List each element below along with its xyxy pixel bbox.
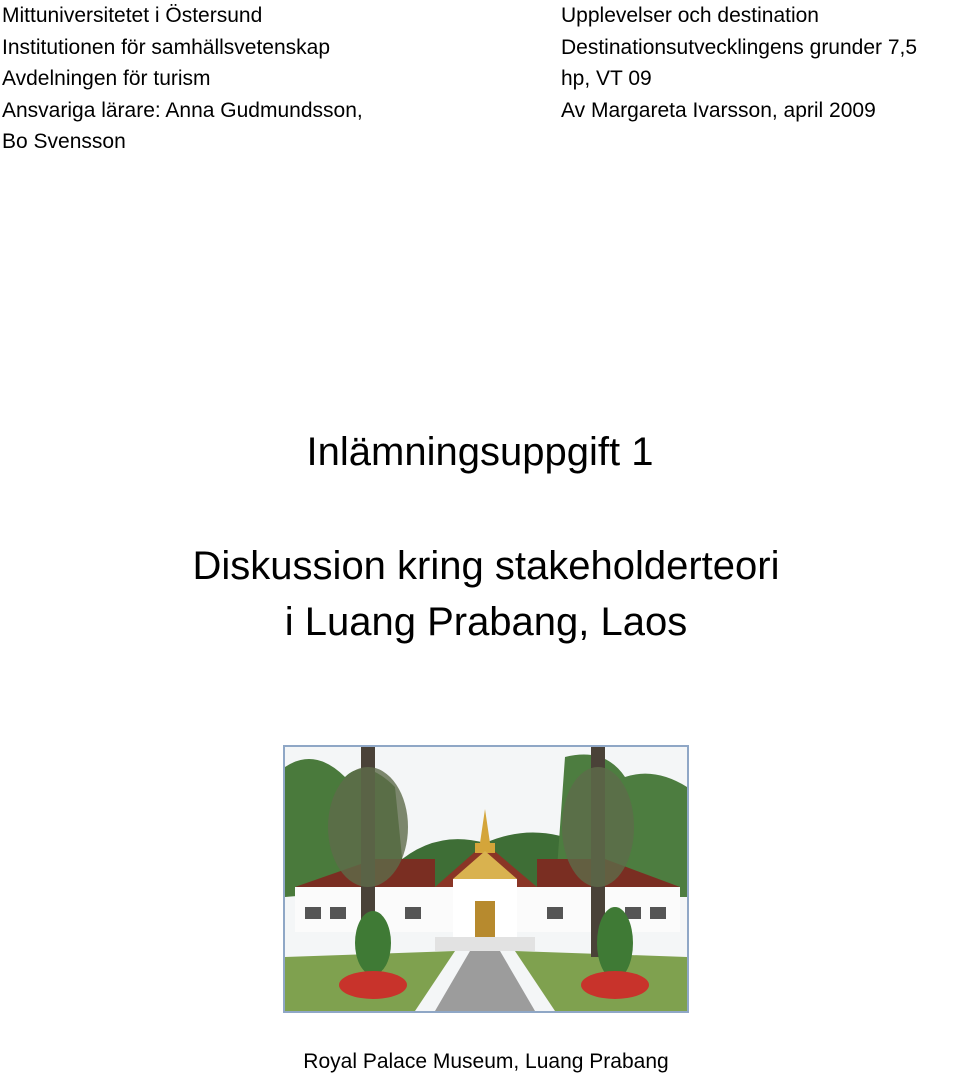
topic-title-line-2: i Luang Prabang, Laos	[284, 600, 688, 644]
shrub-left	[355, 911, 391, 975]
division-name: Avdelningen för turism	[2, 67, 211, 90]
assignment-title: Inlämningsuppgift 1	[306, 430, 654, 474]
steps	[435, 937, 535, 951]
window	[650, 907, 666, 919]
window	[405, 907, 421, 919]
window	[305, 907, 321, 919]
teachers-line-continued: Bo Svensson	[2, 130, 126, 153]
window	[547, 907, 563, 919]
photo-caption: Royal Palace Museum, Luang Prabang	[303, 1050, 669, 1073]
teachers-line: Ansvariga lärare: Anna Gudmundsson,	[2, 98, 363, 122]
header-left-block	[2, 0, 542, 158]
author-date: Av Margareta Ivarsson, april 2009	[561, 98, 876, 122]
palace-door	[475, 901, 495, 937]
palm-fronds-left	[328, 767, 408, 887]
topic-title-line-1: Diskussion kring stakeholderteori	[192, 544, 780, 588]
course-module: Destinationsutvecklingens grunder 7,5	[561, 35, 918, 59]
course-credits-term: hp, VT 09	[561, 67, 652, 90]
flowerbed-left	[339, 971, 407, 999]
palace-illustration	[285, 747, 687, 1011]
university-name: Mittuniversitetet i Östersund	[2, 4, 263, 27]
window	[330, 907, 346, 919]
header-right-block	[561, 0, 960, 126]
palm-fronds-right	[562, 767, 634, 887]
royal-palace-photo	[283, 745, 689, 1013]
flowerbed-right	[581, 971, 649, 999]
course-name: Upplevelser och destination	[561, 4, 819, 27]
department-name: Institutionen för samhällsvetenskap	[2, 35, 331, 59]
topic-title	[0, 538, 960, 650]
shrub-right	[597, 907, 633, 979]
